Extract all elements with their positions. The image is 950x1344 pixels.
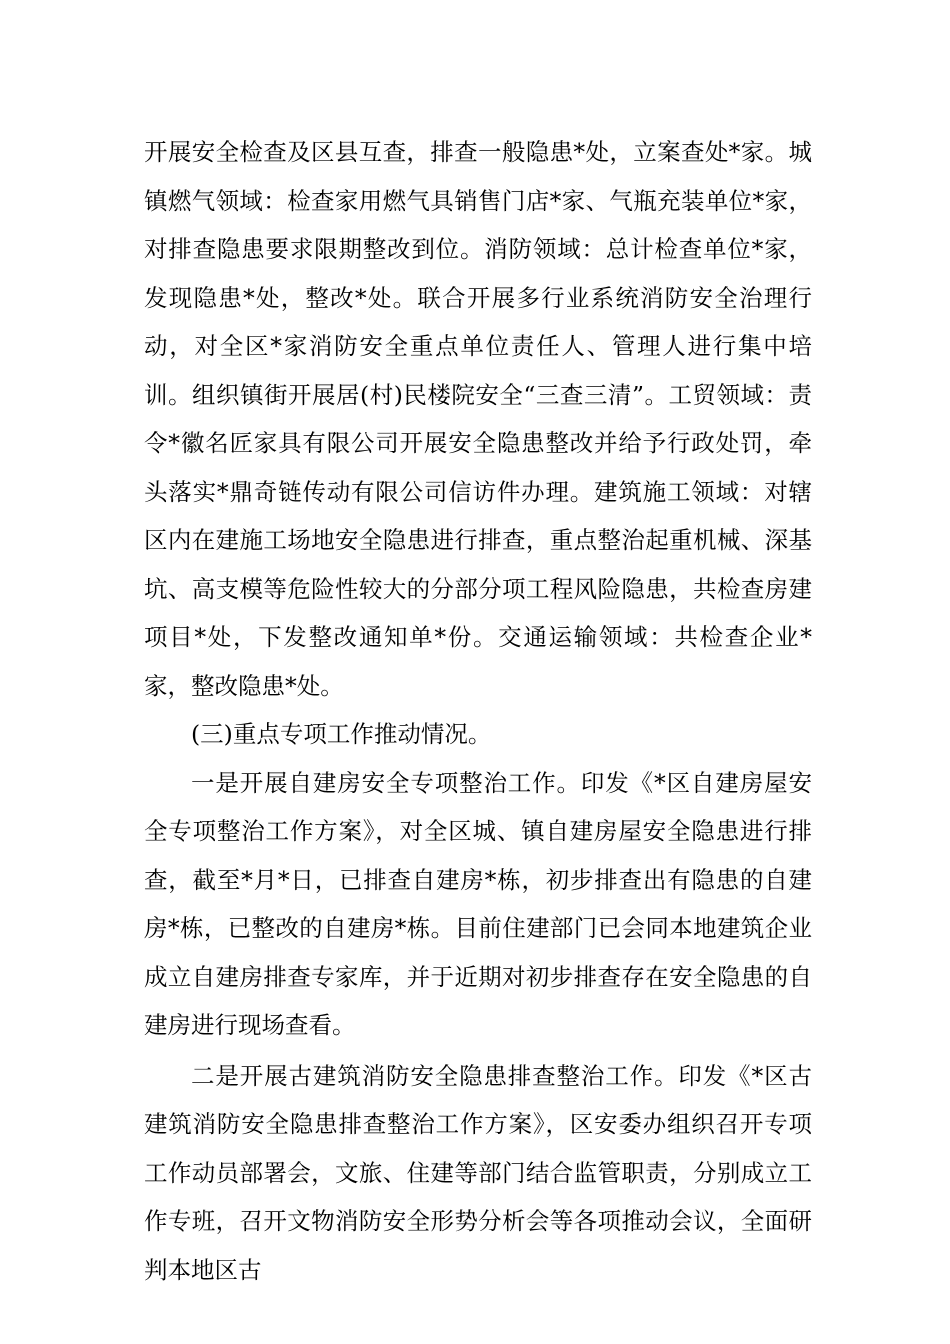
paragraph-ancient-buildings-fire-safety: 二是开展古建筑消防安全隐患排查整治工作。印发《*区古建筑消防安全隐患排查整治工作方案》，区安委办组织召开专项工作动员部署会，文旅、住建等部门结合监管职责，分别成立工作专班，召开文物消防安全形势分析会等各项推动会议，全面研判本地区古	[144, 1061, 812, 1284]
paragraph-inspection-summary: 开展安全检查及区县互查，排查一般隐患*处，立案查处*家。城镇燃气领域：检查家用燃气具销售门店*家、气瓶充装单位*家，对排查隐患要求限期整改到位。消防领域：总计检查单位*家，发现隐患*处，整改*处。联合开展多行业系统消防安全治理行动，对全区*家消防安全重点单位责任人、管理人进行集中培训。组织镇街开展居(村)民楼院安全“三查三清”。工贸领域：责令*徽名匠家具有限公司开展安全隐患整改并给予行政处罚，牵头落实*鼎奇链传动有限公司信访件办理。建筑施工领域：对辖区内在建施工场地安全隐患进行排查，重点整治起重机械、深基坑、高支模等危险性较大的分部分项工程风险隐患，共检查房建项目*处，下发整改通知单*份。交通运输领域：共检查企业*家，整改隐患*处。	[144, 138, 812, 700]
section-heading-key-projects: (三)重点专项工作推动情况。	[191, 720, 492, 748]
document-body	[144, 128, 812, 1294]
paragraph-self-built-housing: 一是开展自建房安全专项整治工作。印发《*区自建房屋安全专项整治工作方案》，对全区城、镇自建房屋安全隐患进行排查，截至*月*日，已排查自建房*栋，初步排查出有隐患的自建房*栋，已整改的自建房*栋。目前住建部门已会同本地建筑企业成立自建房排查专家库，并于近期对初步排查存在安全隐患的自建房进行现场查看。	[144, 768, 812, 1039]
